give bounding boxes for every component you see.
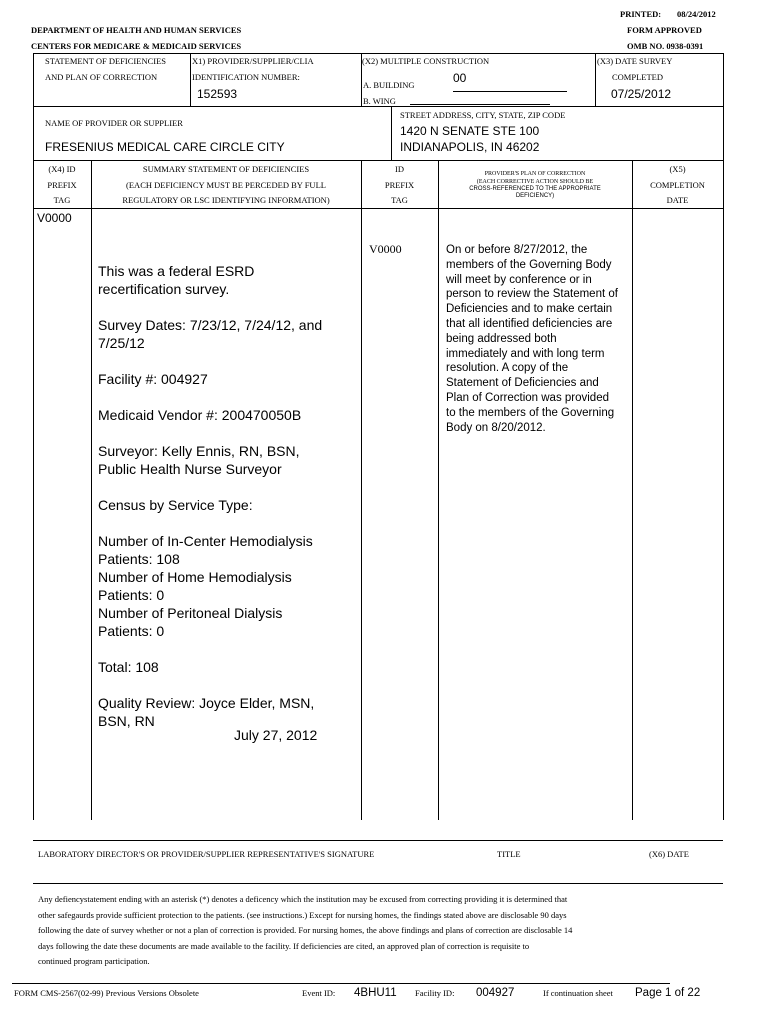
signature-bottom-rule [33,883,723,884]
plan-line: that all identified deficiencies are [446,317,613,330]
summary-line [98,298,348,316]
building-label: A. BUILDING [363,80,415,90]
disclaimer-line: continued program participation. [38,956,150,966]
signature-top-rule [33,840,723,841]
summary-line: Patients: 0 [98,623,165,639]
x2-label: (X2) MULTIPLE CONSTRUCTION [362,56,490,66]
x5-header-line3: DATE [666,195,689,205]
printed-label: PRINTED: [620,9,662,19]
x1-label-line2: IDENTIFICATION NUMBER: [192,72,300,82]
column-header-rule [33,208,723,209]
plan-line: Body on 8/20/2012. [446,421,546,434]
x6-date-label: (X6) DATE [649,849,689,859]
plan-header-line3: CROSS-REFERENCED TO THE APPROPRIATE [469,186,601,192]
left-prefix-tag: V0000 [37,211,72,225]
disclaimer-line: days following the date these documents are made available to the facility. If deficiencies are cited, an approved plan of correction is requisite to [38,940,530,951]
summary-line: 7/25/12 [98,335,145,351]
omb-number: OMB NO. 0938-0391 [627,41,704,51]
centers-title: CENTERS FOR MEDICARE & MEDICAID SERVICES [31,41,242,51]
top-rule [33,53,723,54]
x3-label-line2: COMPLETED [612,72,663,82]
right-prefix-tag: V0000 [369,242,402,256]
disclaimer-line: Any defiencystatement ending with an asterisk (*) denotes a deficency which the institution may be excused from correcting providing it is determined that [38,894,568,904]
plan-line: immediately and with long term [446,347,605,360]
id-header-line3: TAG [391,195,408,205]
page-number: Page 1 of 22 [635,987,701,999]
plan-header-line4: DEFICIENCY) [515,193,555,199]
plan-of-correction [446,243,628,435]
building-underline [453,91,567,92]
summary-line [98,424,348,442]
x5-header-line2: COMPLETION [650,180,705,190]
x4-header-line2: PREFIX [47,180,77,190]
form-approved: FORM APPROVED [627,25,702,35]
plan-line: resolution. A copy of the [446,362,569,375]
event-id-label: Event ID: [302,988,336,998]
plan-line: On or before 8/27/2012, the [446,244,588,256]
form-number: FORM CMS-2567(02-99) Previous Versions Obsolete [14,988,199,998]
address-line1: 1420 N SENATE STE 100 [400,124,540,138]
left-border-body [33,160,34,820]
summary-line: Medicaid Vendor #: 200470050B [98,407,302,423]
summary-line: Quality Review: Joyce Elder, MSN, [98,695,315,711]
plan-line: members of the Governing Body [446,258,612,271]
x4-header-line1: (X4) ID [48,164,76,174]
department-title: DEPARTMENT OF HEALTH AND HUMAN SERVICES [31,25,242,35]
wing-label: B. WING [363,96,396,106]
plan-line: being addressed both [446,332,557,345]
row1-bottom-rule [33,106,723,107]
id-column-divider [438,160,439,820]
plan-line: to the members of the Governing [446,406,615,419]
plan-line: will meet by conference or in [446,273,592,286]
continuation-label: If continuation sheet [543,988,613,998]
x1-provider-number: 152593 [197,87,238,101]
summary-line: Survey Dates: 7/23/12, 7/24/12, and [98,317,323,333]
x1-divider [190,53,191,106]
summary-line: Patients: 0 [98,587,165,603]
disclaimer-line: following the date of survey whether or not a plan of correction is provided. For nursing homes, the above findings and plans of correction are disclosable 14 [38,925,573,935]
printed-date: 08/24/2012 [677,9,716,19]
x5-header-line1: (X5) [669,164,686,174]
summary-line: Number of Peritoneal Dialysis [98,605,283,621]
facility-id-label: Facility ID: [415,988,455,998]
summary-line: Total: 108 [98,659,159,675]
x3-label-line1: (X3) DATE SURVEY [597,56,673,66]
summary-line: Surveyor: Kelly Ennis, RN, BSN, [98,443,300,459]
plan-line: person to review the Statement of [446,288,618,301]
right-border-body [723,160,724,820]
summary-line: This was a federal ESRD [98,263,255,279]
summary-line: Facility #: 004927 [98,371,208,387]
statement-label-line2: AND PLAN OF CORRECTION [45,72,158,82]
event-id-value: 4BHU11 [354,987,397,999]
disclaimer-line: other safegaurds provide sufficient protection to the patients. (see instructions.) Except for nursing homes, the findings stated above are disclosable 90 days [38,909,567,920]
summary-header-line3: REGULATORY OR LSC IDENTIFYING INFORMATION) [122,195,330,205]
provider-name-label: NAME OF PROVIDER OR SUPPLIER [45,118,183,128]
summary-line: Number of In-Center Hemodialysis [98,533,313,549]
plan-column-divider [632,160,633,820]
id-header-line2: PREFIX [384,180,415,190]
address-divider [391,106,392,160]
summary-line [98,388,348,406]
summary-line [98,352,348,370]
summary-header-line1: SUMMARY STATEMENT OF DEFICIENCIES [142,164,310,174]
building-value: 00 [453,71,467,85]
summary-line [98,640,348,658]
row2-bottom-rule [33,160,723,161]
id-header-line1: ID [395,164,404,174]
plan-line: Plan of Correction was provided [446,391,609,404]
address-line2: INDIANAPOLIS, IN 46202 [400,140,540,154]
wing-underline [410,104,550,105]
summary-line: Patients: 108 [98,551,180,567]
footer-rule [12,983,670,984]
summary-line: BSN, RN [98,713,155,729]
disclaimer-text [38,892,678,970]
summary-header-line2: (EACH DEFICIENCY MUST BE PERCEDED BY FULL [126,180,326,190]
provider-name-value: FRESENIUS MEDICAL CARE CIRCLE CITY [45,140,285,154]
facility-id-value: 004927 [476,987,515,999]
summary-statement [98,262,348,730]
x3-divider [595,53,596,106]
plan-line: Deficiencies and to make certain [446,303,613,316]
summary-line: Number of Home Hemodialysis [98,569,292,585]
x4-header-line3: TAG [53,195,71,205]
director-signature-label: LABORATORY DIRECTOR'S OR PROVIDER/SUPPLIER REPRESENTATIVE'S SIGNATURE [38,849,375,859]
x4-column-divider [91,160,92,820]
title-label: TITLE [497,849,521,859]
summary-column-divider [361,160,362,820]
plan-header-line1: PROVIDER'S PLAN OF CORRECTION [484,171,586,177]
x1-label-line1: X1) PROVIDER/SUPPLIER/CLIA [192,56,314,66]
summary-line: Census by Service Type: [98,497,253,513]
plan-header-line2: (EACH CORRECTIVE ACTION SHOULD BE [476,179,594,185]
plan-line: Statement of Deficiencies and [446,377,599,390]
summary-line [98,676,348,694]
address-label: STREET ADDRESS, CITY, STATE, ZIP CODE [400,110,566,120]
summary-line [98,514,348,532]
statement-label-line1: STATEMENT OF DEFICIENCIES [45,56,167,66]
survey-completed-date: 07/25/2012 [611,87,672,101]
summary-line: recertification survey. [98,281,230,297]
summary-line [98,478,348,496]
review-date: July 27, 2012 [234,727,318,743]
summary-line: Public Health Nurse Surveyor [98,461,282,477]
